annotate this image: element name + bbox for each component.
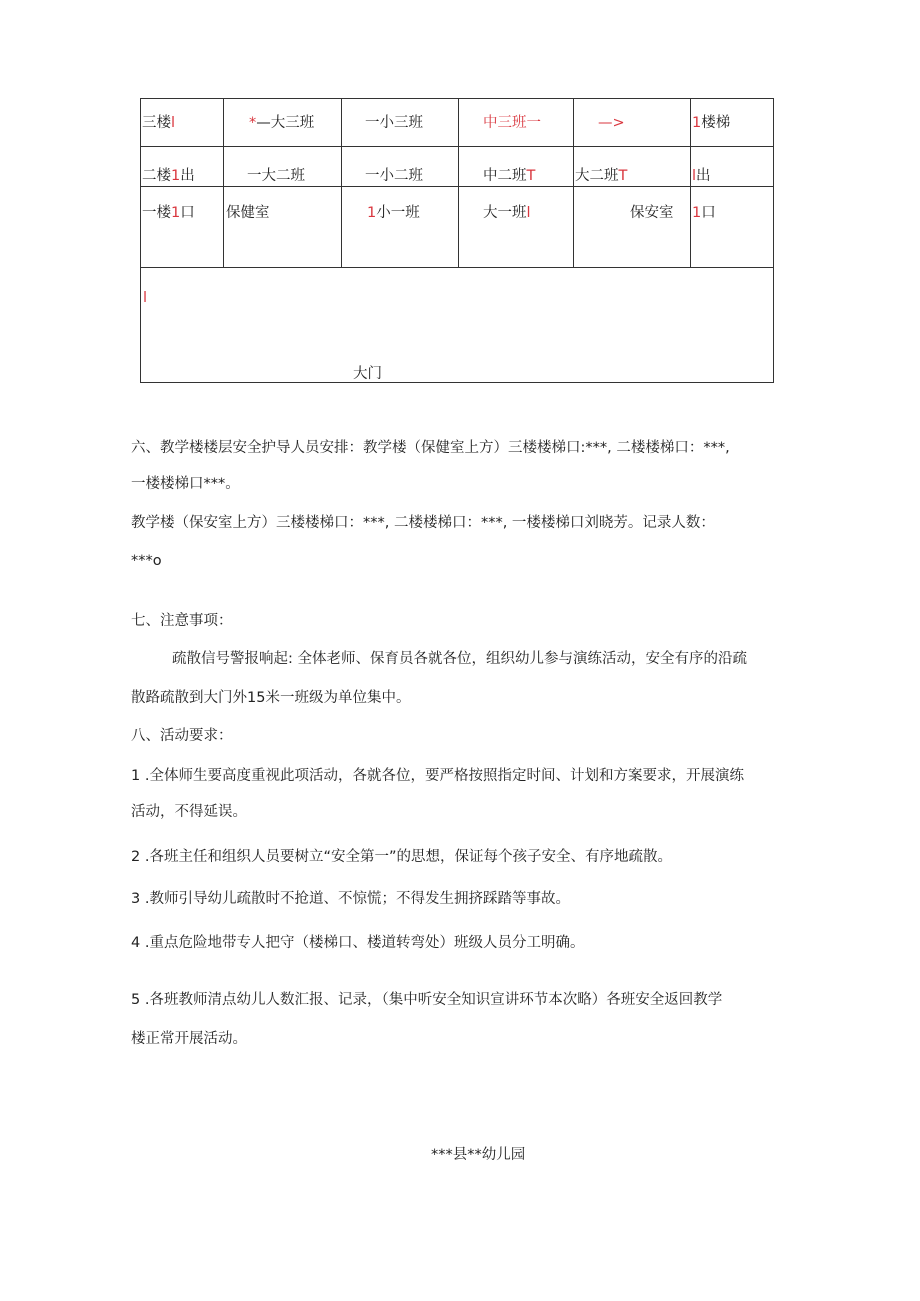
- requirement-item-3: 3 .教师引导幼儿疏散时不抢道、不惊慌；不得发生拥挤踩踏等事故。: [131, 891, 570, 907]
- section6-line3: 教学楼（保安室上方）三楼楼梯口：***, 二楼楼梯口：***, 一楼楼梯口刘晓芳。记录人数：: [131, 515, 715, 531]
- class-middle-3: 中三班一: [483, 115, 541, 131]
- section6-line2: 一楼楼梯口***。: [131, 476, 240, 492]
- class-junior-3: 一小三班: [365, 115, 423, 131]
- yard-marker: l: [143, 290, 148, 306]
- class-senior-1: 大一班l: [483, 205, 531, 221]
- clinic-room: 保健室: [226, 205, 270, 221]
- column-divider: [573, 99, 574, 267]
- arrow-to-stairs: —>: [598, 115, 625, 131]
- first-floor-label: 一楼1口: [142, 205, 195, 221]
- class-junior-1: 1小一班: [367, 205, 420, 221]
- stairs-label: 1楼梯: [692, 115, 731, 131]
- section8-title: 八、活动要求：: [131, 728, 233, 744]
- requirement-item-5-cont: 楼正常开展活动。: [131, 1031, 247, 1047]
- class-senior-2: 一大二班: [247, 168, 305, 184]
- column-divider: [690, 99, 691, 267]
- row-divider: [141, 186, 773, 187]
- class-middle-2: 中二班T: [483, 168, 536, 184]
- exit-mouth-label: 1口: [692, 205, 716, 221]
- section6-line4: ***o: [131, 553, 162, 569]
- security-room: 保安室: [630, 205, 674, 221]
- section6-line1: 六、教学楼楼层安全护导人员安排：教学楼（保健室上方）三楼楼梯口:***, 二楼楼梯口：***,: [131, 440, 730, 456]
- requirement-item-4: 4 .重点危险地带专人把守（楼梯口、楼道转弯处）班级人员分工明确。: [131, 935, 585, 951]
- third-floor-label: 三楼l: [142, 115, 176, 131]
- column-divider: [223, 99, 224, 267]
- kindergarten-signature: ***县**幼儿园: [431, 1147, 526, 1163]
- class-junior-2: 一小二班: [365, 168, 423, 184]
- row-divider: [141, 146, 773, 147]
- class-senior-2b: 大二班T: [575, 168, 628, 184]
- second-floor-label: 二楼1出: [142, 168, 195, 184]
- section7-line2: 散路疏散到大门外15米一班级为单位集中。: [131, 690, 411, 706]
- requirement-item-1: 1 .全体师生要高度重视此项活动，各就各位，要严格按照指定时间、计划和方案要求，开展演练: [131, 768, 744, 784]
- section7-title: 七、注意事项：: [131, 613, 233, 629]
- column-divider: [341, 99, 342, 267]
- requirement-item-1-cont: 活动，不得延误。: [131, 804, 247, 820]
- main-gate-label: 大门: [353, 366, 382, 382]
- requirement-item-5: 5 .各班教师清点幼儿人数汇报、记录，（集中听安全知识宣讲环节本次略）各班安全返回教学: [131, 992, 723, 1008]
- exit-label: l出: [692, 168, 711, 184]
- column-divider: [458, 99, 459, 267]
- class-senior-3: *—大三班: [249, 115, 315, 131]
- floor-plan-table: [140, 98, 774, 383]
- section7-line1: 疏散信号警报响起: 全体老师、保育员各就各位，组织幼儿参与演练活动，安全有序的沿疏: [172, 651, 747, 667]
- row-divider: [141, 267, 773, 268]
- requirement-item-2: 2 .各班主任和组织人员要树立“安全第一”的思想，保证每个孩子安全、有序地疏散。: [131, 849, 672, 865]
